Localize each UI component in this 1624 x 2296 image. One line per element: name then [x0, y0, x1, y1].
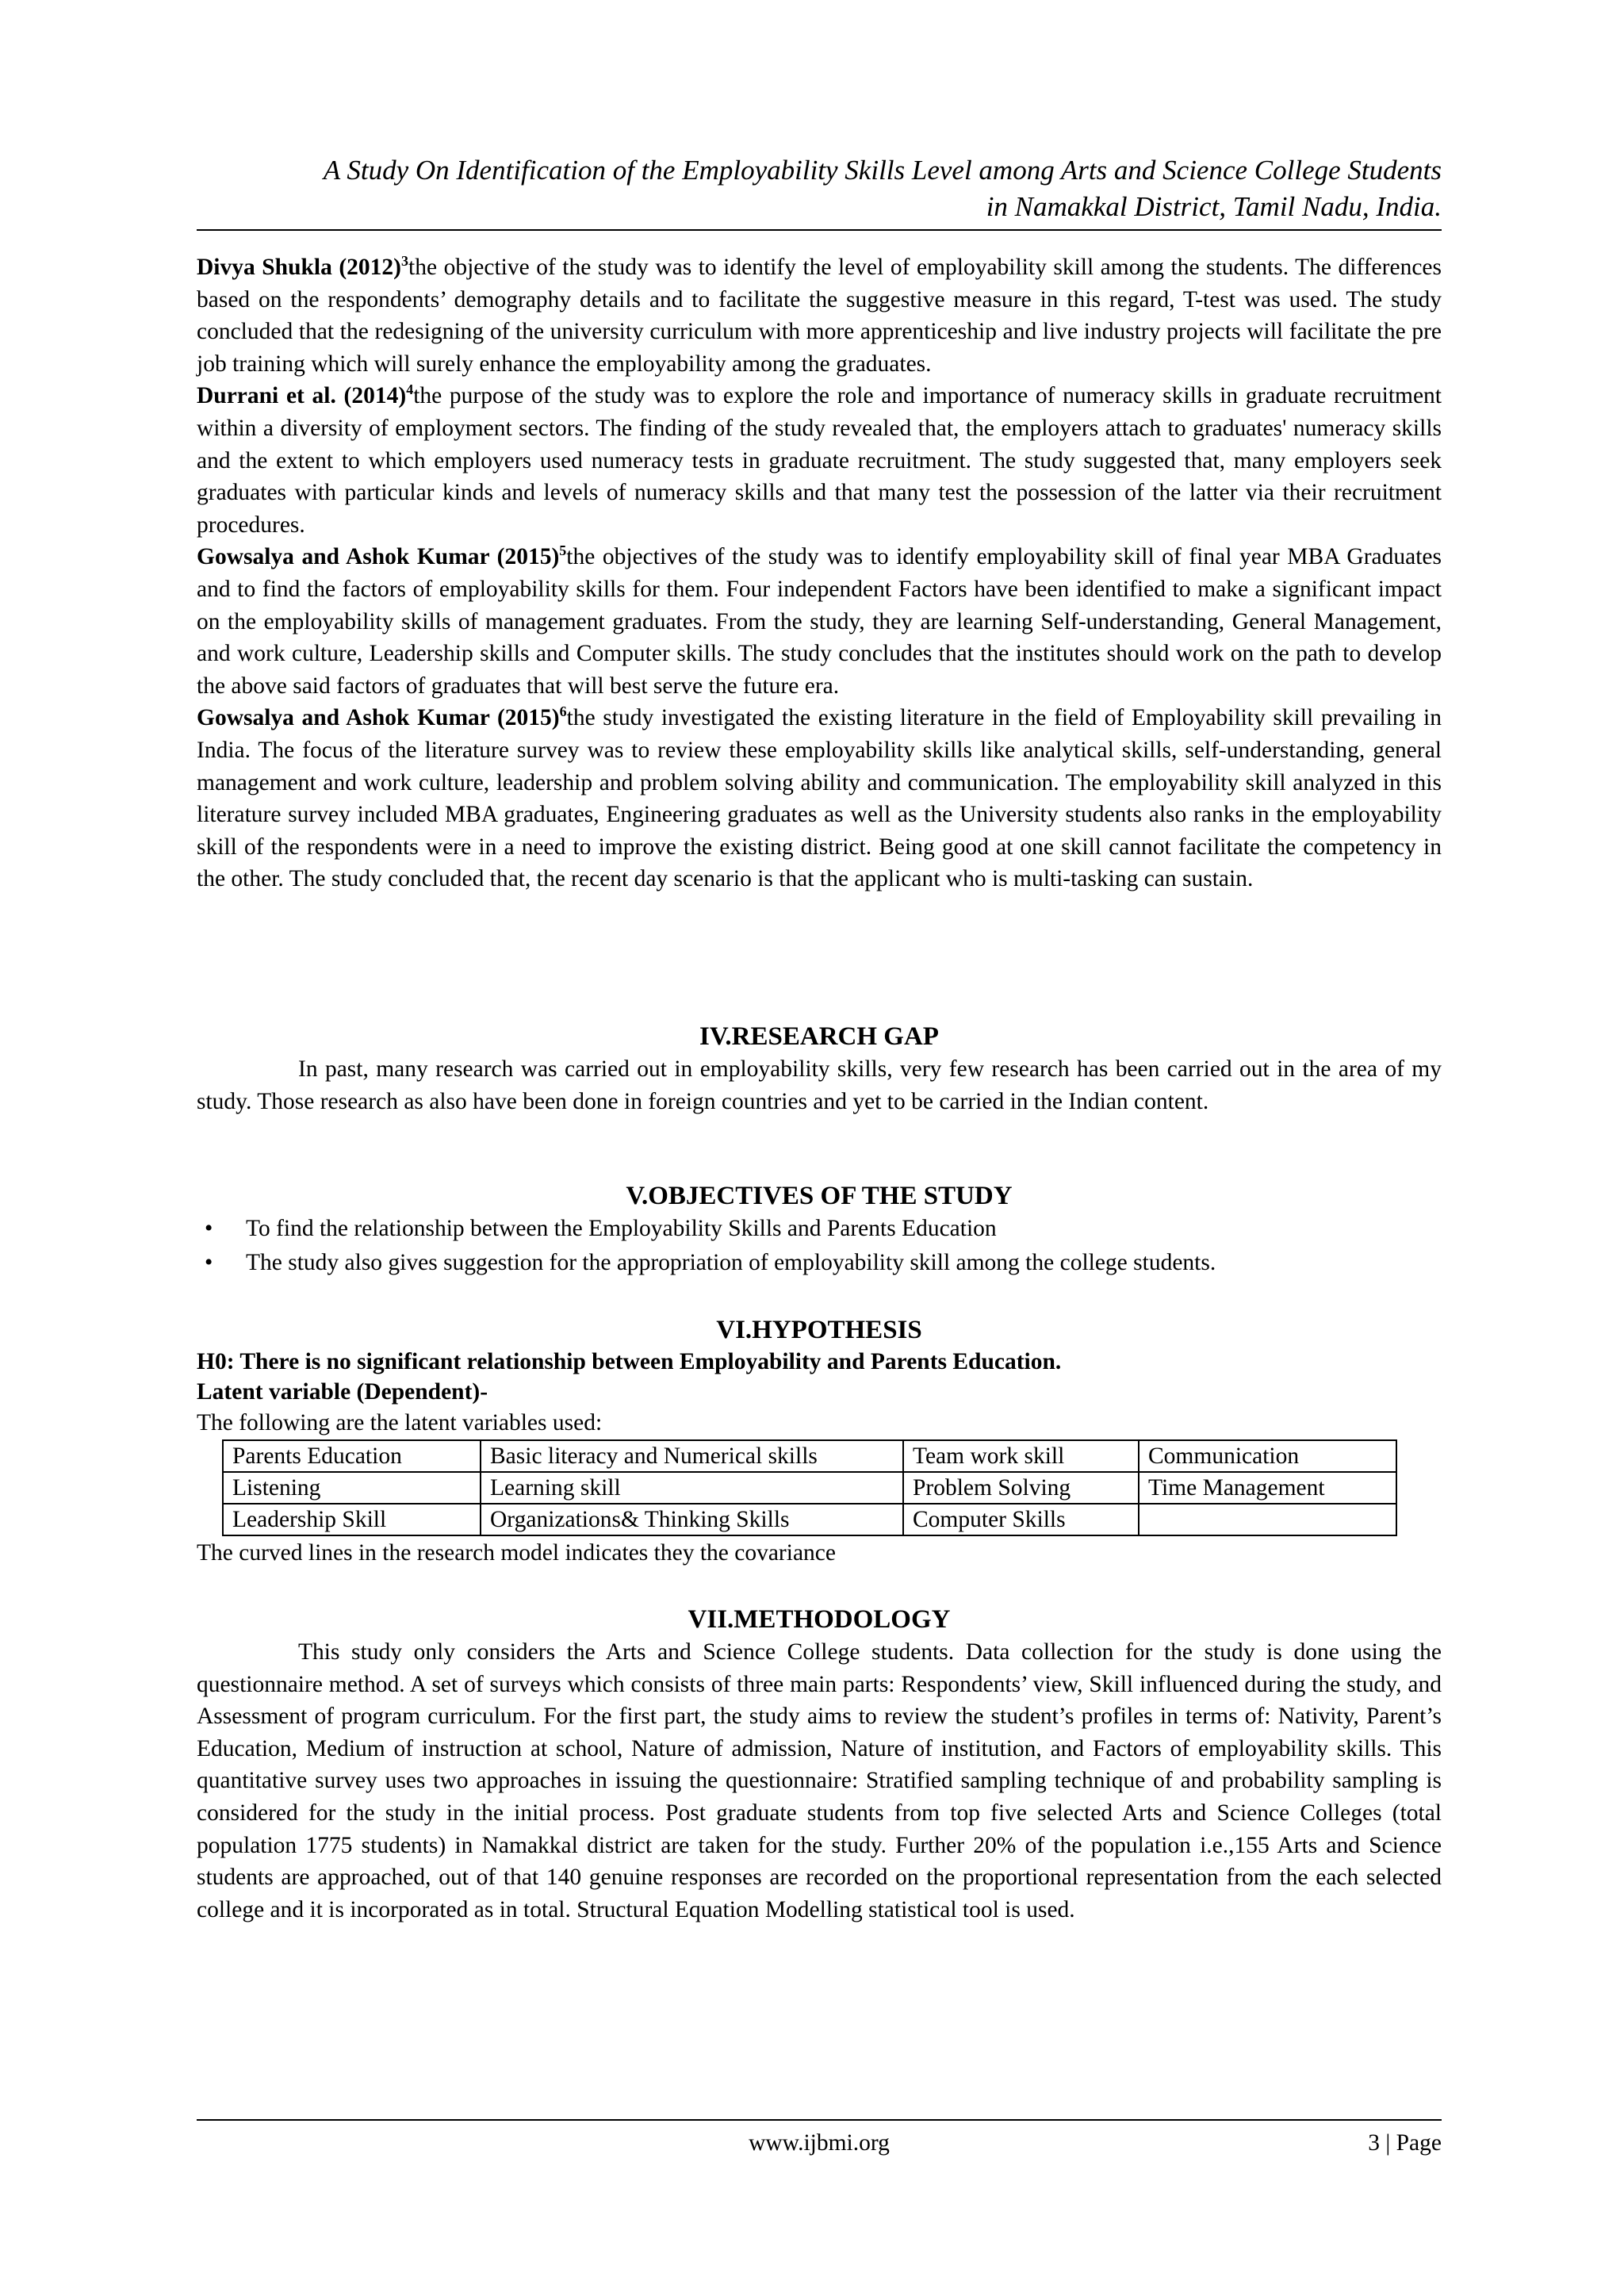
- footer-rule: [197, 2119, 1442, 2121]
- bullet-icon: •: [205, 1216, 213, 1241]
- literature-entry: [197, 541, 1442, 702]
- research-gap-text: In past, many research was carried out in employability skills, very few research has been carried out in the area of my study. Those research as also have been done in foreign countries and yet to be carried in the Indian content.: [197, 1056, 1442, 1114]
- methodology-heading: VII.METHODOLOGY: [688, 1605, 951, 1634]
- table-cell: Listening: [223, 1472, 481, 1504]
- page-number: 3 | Page: [1368, 2130, 1442, 2156]
- table-row: [223, 1472, 1396, 1504]
- footer-url: www.ijbmi.org: [749, 2130, 890, 2156]
- hypothesis-h0: H0: There is no significant relationship between Employability and Parents Education.: [197, 1349, 1062, 1374]
- table-cell: Communication: [1139, 1440, 1396, 1472]
- latent-variables-table: [222, 1439, 1397, 1536]
- objectives-list: [197, 1212, 1442, 1280]
- running-header-line-2: in Namakkal District, Tamil Nadu, India.: [986, 191, 1442, 222]
- table-cell: Organizations& Thinking Skills: [481, 1504, 903, 1535]
- table-cell: Problem Solving: [903, 1472, 1139, 1504]
- latent-variable-label: Latent variable (Dependent)-: [197, 1379, 488, 1405]
- bullet-icon: •: [205, 1250, 213, 1275]
- table-cell: Leadership Skill: [223, 1504, 481, 1535]
- covariance-note: The curved lines in the research model indicates they the covariance: [197, 1540, 836, 1566]
- hypothesis-heading: VI.HYPOTHESIS: [716, 1316, 922, 1344]
- literature-author: Gowsalya and Ashok Kumar $(2015)^5$: [197, 542, 567, 570]
- literature-entry: [197, 380, 1442, 541]
- list-item: • To find the relationship between the Employability Skills and Parents Education: [197, 1212, 1442, 1246]
- table-cell: Team work skill: [903, 1440, 1139, 1472]
- table-cell: Time Management: [1139, 1472, 1396, 1504]
- running-header: [197, 152, 1442, 225]
- table-row: [223, 1440, 1396, 1472]
- running-header-line-1: A Study On Identification of the Employability Skills Level among Arts and Science College Students: [323, 155, 1442, 186]
- literature-review: [197, 251, 1442, 895]
- literature-author: Gowsalya and Ashok Kumar $(2015)^6$: [197, 703, 567, 731]
- list-item: • The study also gives suggestion for the appropriation of employability skill among the college students.: [197, 1246, 1442, 1280]
- table-cell: Basic literacy and Numerical skills: [481, 1440, 903, 1472]
- literature-entry: [197, 251, 1442, 380]
- table-cell: Parents Education: [223, 1440, 481, 1472]
- table-row: [223, 1504, 1396, 1535]
- objectives-heading: V.OBJECTIVES OF THE STUDY: [626, 1182, 1013, 1210]
- table-cell: [1139, 1504, 1396, 1535]
- header-rule: [197, 229, 1442, 231]
- literature-text: the study investigated the existing literature in the field of Employability skill prevailing in India. The focus of the literature survey was to review these employability skills like analytical skills, self-understanding, general management and work culture, leadership and problem solving ability and communication. The employability skill analyzed in this literature survey included MBA graduates, Engineering graduates as well as the University students also ranks in the employability skill of the respondents were in a need to improve the existing district. Being good at one skill cannot facilitate the competency in the other. The study concluded that, the recent day scenario is that the applicant who is multi-tasking can sustain.: [197, 705, 1442, 892]
- literature-text: the purpose of the study was to explore the role and importance of numeracy skills in graduate recruitment within a diversity of employment sectors. The finding of the study revealed that, the employers attach to graduates' numeracy skills and the extent to which employers used numeracy tests in graduate recruitment. The study suggested that, many employers seek graduates with particular kinds and levels of numeracy skills and that many test the possession of the latter via their recruitment procedures.: [197, 383, 1442, 538]
- literature-entry: [197, 702, 1442, 895]
- table-cell: Learning skill: [481, 1472, 903, 1504]
- methodology-text: This study only considers the Arts and Science College students. Data collection for the study is done using the questionnaire method. A set of surveys which consists of three main parts: Respondents’ view, Skill influenced during the study, and Assessment of program curriculum. For the first part, the study aims to review the student’s profiles in terms of: Nativity, Parent’s Education, Medium of instruction at school, Nature of admission, Nature of institution, and Factors of employability skills. This quantitative survey uses two approaches in issuing the questionnaire: Stratified sampling technique of and probability sampling is considered for the study in the initial process. Post graduate students from top five selected Arts and Science Colleges (total population 1775 students) in Namakkal district are taken for the study. Further 20% of the population i.e.,155 Arts and Science students are approached, out of that 140 genuine responses are recorded on the proportional representation from the each selected college and it is incorporated as in total. Structural Equation Modelling statistical tool is used.: [197, 1639, 1442, 1922]
- literature-author: Durrani et al. $(2014)^4$: [197, 381, 414, 409]
- literature-text: the objectives of the study was to identify employability skill of final year MBA Graduates and to find the factors of employability skills for them. Four independent Factors have been identified to make a significant impact on the employability skills of management graduates. From the study, they are learning Self-understanding, General Management, and work culture, Leadership skills and Computer skills. The study concludes that the institutes should work on the path to develop the above said factors of graduates that will best serve the future era.: [197, 544, 1442, 699]
- research-gap-heading: IV.RESEARCH GAP: [699, 1022, 939, 1051]
- latent-variable-intro: The following are the latent variables used:: [197, 1410, 603, 1435]
- literature-text: the objective of the study was to identify the level of employability skill among the students. The differences based on the respondents’ demography details and to facilitate the suggestive measure in this regard, T-test was used. The study concluded that the redesigning of the university curriculum with more apprenticeship and live industry projects will facilitate the pre job training which will surely enhance the employability among the graduates.: [197, 255, 1442, 377]
- table-cell: Computer Skills: [903, 1504, 1139, 1535]
- literature-author: Divya Shukla $(2012)^3$: [197, 253, 409, 280]
